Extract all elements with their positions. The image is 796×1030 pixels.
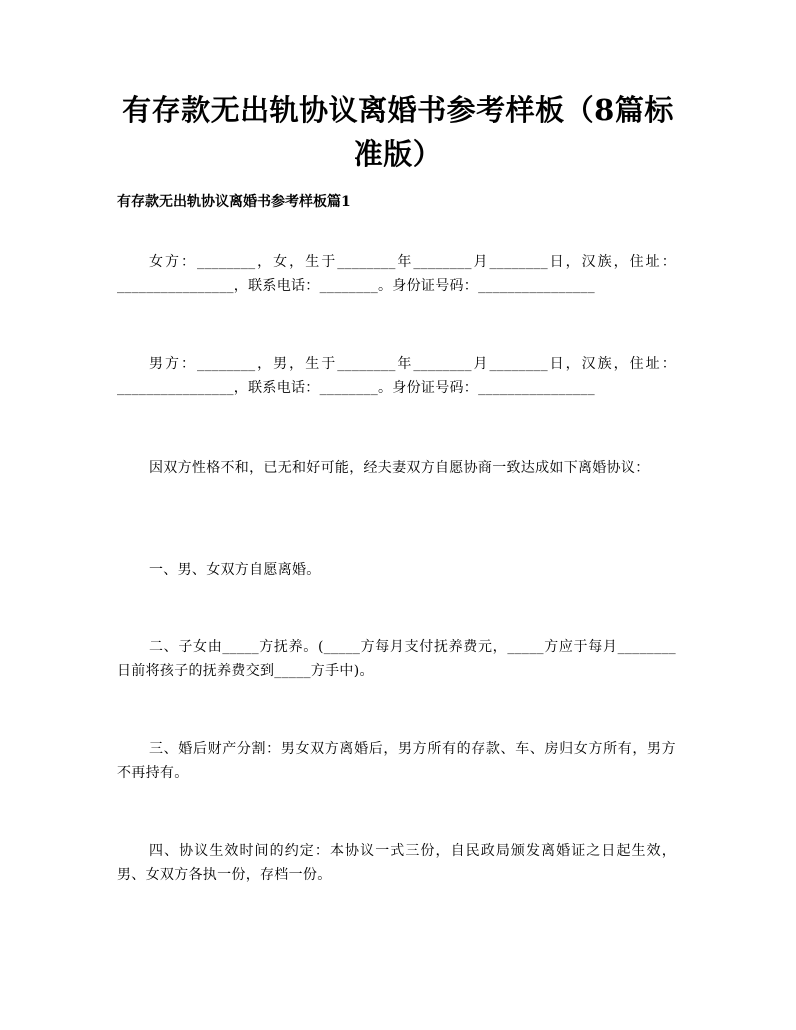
section-heading: 有存款无出轨协议离婚书参考样板篇1	[117, 194, 351, 210]
male-party-paragraph: 男方：________，男，生于________年________月________日，汉族，住址：________________，联系电话：________。身份证号码：________________	[117, 356, 676, 396]
document-title: 有存款无出轨协议离婚书参考样板（8篇标准版）	[122, 93, 674, 171]
reason-paragraph: 因双方性格不和，已无和好可能，经夫妻双方自愿协商一致达成如下离婚协议：	[149, 460, 650, 476]
female-party-paragraph: 女方：________，女，生于________年________月________日，汉族，住址：________________，联系电话：________。身份证号码：________________	[117, 254, 676, 294]
clause-one-paragraph: 一、男、女双方自愿离婚。	[149, 562, 321, 578]
clause-two-paragraph: 二、子女由_____方抚养。(_____方每月支付抚养费元，_____方应于每月________日前将孩子的抚养费交到_____方手中)。	[117, 639, 676, 679]
clause-four-paragraph: 四、协议生效时间的约定：本协议一式三份，自民政局颁发离婚证之日起生效，男、女双方各执一份，存档一份。	[117, 843, 676, 883]
clause-three-paragraph: 三、婚后财产分割：男女双方离婚后，男方所有的存款、车、房归女方所有，男方不再持有。	[117, 741, 676, 781]
